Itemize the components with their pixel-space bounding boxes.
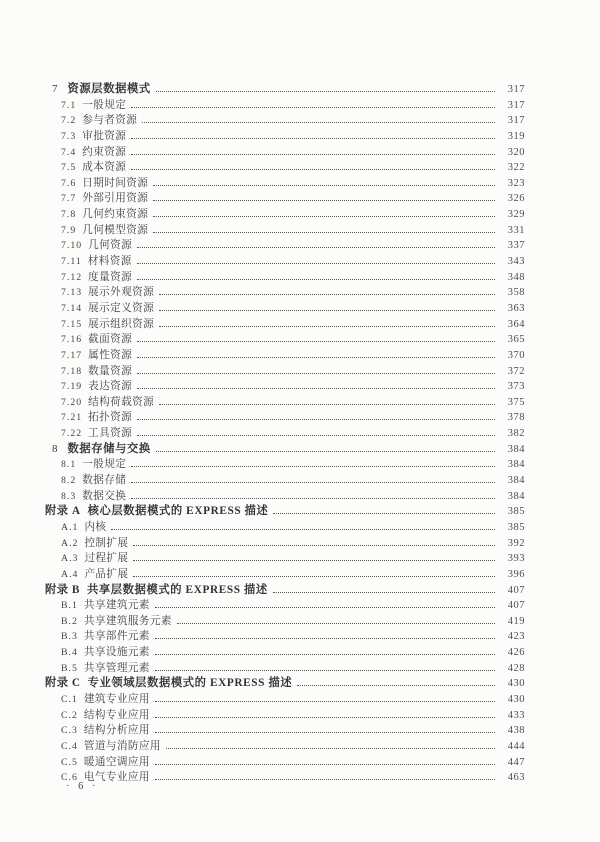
toc-list [0, 82, 525, 786]
toc-entry-page: 364 [507, 318, 525, 330]
toc-entry-title: 几何约束资源 [82, 209, 149, 221]
toc-entry-page: 343 [507, 256, 525, 268]
toc-entry [0, 176, 525, 192]
toc-entry-number: A.4 [61, 568, 79, 580]
toc-entry-number: 7.10 [61, 240, 83, 252]
dot-leader [137, 247, 495, 248]
toc-entry-page: 322 [507, 162, 525, 174]
toc-entry [0, 598, 525, 614]
toc-entry-title: 展示组织资源 [88, 318, 155, 330]
toc-entry-number: 7.19 [61, 381, 83, 393]
toc-entry-page: 384 [507, 443, 525, 455]
toc-entry-page: 382 [507, 428, 525, 440]
toc-entry-title: 专业领域层数据模式的 EXPRESS 描述 [87, 677, 293, 690]
dot-leader [155, 670, 495, 671]
toc-entry-page: 407 [507, 600, 525, 612]
dot-leader [133, 576, 495, 577]
toc-entry-number: 8 [52, 442, 59, 455]
toc-entry-title: 数据存储与交换 [67, 442, 151, 455]
toc-entry [0, 332, 525, 348]
toc-entry-number: 7.17 [61, 349, 83, 361]
toc-entry-title: 共享管理元素 [83, 662, 150, 674]
dot-leader [159, 404, 495, 405]
toc-entry-number: 7.5 [61, 162, 77, 174]
toc-entry-number: 7.9 [61, 224, 77, 236]
toc-entry-number: C.1 [61, 693, 78, 705]
toc-entry-page: 319 [507, 130, 525, 142]
page-number-footer: · 6 · [66, 781, 98, 792]
toc-entry-page: 433 [507, 709, 525, 721]
dot-leader [137, 435, 495, 436]
toc-entry-title: 截面资源 [88, 334, 133, 346]
toc-entry [0, 238, 525, 254]
toc-entry-number: B.4 [61, 647, 78, 659]
toc-entry-title: 资源层数据模式 [67, 83, 151, 95]
toc-entry-title: 拓扑资源 [88, 412, 133, 424]
dot-leader [111, 529, 495, 530]
dot-leader [137, 263, 495, 264]
toc-entry-page: 393 [507, 553, 525, 565]
toc-entry-number: 7.18 [61, 365, 83, 377]
toc-entry-title: 表达资源 [88, 381, 133, 393]
toc-entry-page: 363 [507, 302, 525, 314]
toc-entry [0, 270, 525, 286]
toc-entry-title: 数据交换 [82, 490, 127, 502]
dot-leader [153, 200, 495, 201]
toc-entry-page: 378 [507, 412, 525, 424]
dot-leader [131, 107, 495, 108]
toc-entry [0, 739, 525, 755]
toc-entry-number: 7.6 [61, 177, 77, 189]
toc-entry-page: 384 [507, 490, 525, 502]
toc-entry-number: 7.12 [61, 271, 83, 283]
toc-entry [0, 676, 525, 692]
dot-leader [177, 623, 495, 624]
toc-entry-page: 447 [507, 756, 525, 768]
dot-leader [155, 654, 495, 655]
toc-entry-number: 7.4 [61, 146, 77, 158]
dot-leader [155, 638, 495, 639]
toc-entry-number: 7.3 [61, 130, 77, 142]
toc-entry-title: 数据存储 [82, 475, 127, 487]
toc-entry-page: 384 [507, 475, 525, 487]
toc-entry [0, 489, 525, 505]
toc-entry-number: 7.7 [61, 193, 77, 205]
toc-entry-page: 444 [507, 740, 525, 752]
toc-entry-title: 几何模型资源 [82, 224, 149, 236]
toc-entry [0, 442, 525, 458]
toc-entry-title: 产品扩展 [84, 568, 129, 580]
dot-leader [131, 482, 495, 483]
toc-entry-number: 7.21 [61, 412, 83, 424]
toc-entry-number: 8.1 [61, 459, 77, 471]
dot-leader [137, 373, 495, 374]
toc-entry-title: 共享层数据模式的 EXPRESS 描述 [86, 583, 268, 596]
toc-entry-title: 材料资源 [87, 256, 132, 268]
dot-leader [131, 466, 495, 467]
toc-entry-page: 372 [507, 365, 525, 377]
toc-entry [0, 723, 525, 739]
toc-entry [0, 113, 525, 129]
toc-entry [0, 473, 525, 489]
toc-entry [0, 536, 525, 552]
dot-leader [297, 685, 495, 686]
toc-entry-number: C.5 [61, 756, 78, 768]
dot-leader [131, 154, 495, 155]
toc-entry [0, 348, 525, 364]
toc-entry-number: 8.2 [61, 475, 77, 487]
toc-entry [0, 692, 525, 708]
dot-leader [156, 91, 495, 92]
toc-entry [0, 661, 525, 677]
toc-entry-number: B.5 [61, 662, 78, 674]
toc-entry-title: 过程扩展 [84, 553, 129, 565]
dot-leader [131, 498, 495, 499]
dot-leader [159, 326, 495, 327]
toc-entry [0, 614, 525, 630]
toc-entry-number: 7.8 [61, 209, 77, 221]
dot-leader [155, 732, 495, 733]
toc-entry [0, 457, 525, 473]
toc-entry-number: 附录 A [45, 505, 81, 518]
toc-entry-page: 317 [507, 115, 525, 127]
toc-entry-page: 317 [507, 99, 525, 111]
toc-entry-title: 共享建筑元素 [83, 600, 150, 612]
toc-entry-page: 331 [507, 224, 525, 236]
toc-entry-page: 430 [507, 678, 525, 690]
toc-entry-number: C.6 [61, 772, 78, 784]
toc-entry-title: 工具资源 [88, 428, 133, 440]
toc-entry [0, 98, 525, 114]
toc-entry [0, 520, 525, 536]
toc-entry-title: 展示外观资源 [88, 287, 155, 299]
dot-leader [273, 513, 495, 514]
toc-entry [0, 191, 525, 207]
toc-entry-title: 属性资源 [88, 349, 133, 361]
toc-entry-number: B.1 [61, 600, 78, 612]
toc-entry-title: 内核 [84, 521, 107, 533]
toc-entry-page: 423 [507, 631, 525, 643]
dot-leader [155, 779, 495, 780]
toc-entry-title: 电气专业应用 [83, 772, 150, 784]
dot-leader [133, 560, 495, 561]
toc-entry-number: C.4 [61, 740, 78, 752]
toc-entry-title: 管道与消防应用 [83, 740, 161, 752]
toc-entry-number: A.2 [61, 537, 79, 549]
toc-entry-number: A.3 [61, 553, 79, 565]
toc-entry-number: 附录 C [45, 677, 81, 690]
toc-entry-number: C.3 [61, 725, 78, 737]
toc-entry [0, 426, 525, 442]
toc-entry-title: 暖通空调应用 [83, 756, 150, 768]
toc-entry-number: 7.1 [61, 99, 77, 111]
toc-entry-title: 参与者资源 [82, 115, 138, 127]
toc-entry-page: 384 [507, 459, 525, 471]
toc-entry-page: 385 [507, 506, 525, 518]
toc-entry-title: 审批资源 [82, 130, 127, 142]
toc-entry-page: 396 [507, 568, 525, 580]
toc-entry [0, 504, 525, 520]
toc-entry-number: 7.16 [61, 334, 83, 346]
toc-entry-page: 326 [507, 193, 525, 205]
toc-entry [0, 82, 525, 98]
toc-entry-title: 共享部件元素 [83, 631, 150, 643]
toc-entry-title: 度量资源 [88, 271, 133, 283]
toc-entry [0, 645, 525, 661]
toc-entry-page: 348 [507, 271, 525, 283]
toc-entry-title: 数量资源 [88, 365, 133, 377]
toc-entry [0, 395, 525, 411]
toc-entry [0, 629, 525, 645]
dot-leader [153, 216, 495, 217]
toc-entry-number: 7.22 [61, 428, 83, 440]
toc-entry-title: 一般规定 [82, 99, 127, 111]
toc-entry-page: 329 [507, 209, 525, 221]
dot-leader [137, 357, 495, 358]
toc-entry-title: 结构荷载资源 [88, 396, 155, 408]
toc-entry-number: 7.14 [61, 302, 83, 314]
toc-entry-title: 结构分析应用 [83, 725, 150, 737]
toc-entry-title: 几何资源 [88, 240, 133, 252]
toc-entry-title: 一般规定 [82, 459, 127, 471]
toc-entry-number: C.2 [61, 709, 78, 721]
toc-entry-number: 7.13 [61, 287, 83, 299]
toc-entry-page: 370 [507, 349, 525, 361]
toc-entry-page: 375 [507, 396, 525, 408]
toc-entry-number: 7.11 [61, 256, 82, 268]
toc-entry-number: 7.2 [61, 115, 77, 127]
toc-entry-number: 7.20 [61, 396, 83, 408]
toc-entry [0, 254, 525, 270]
toc-entry-title: 共享建筑服务元素 [83, 615, 172, 627]
toc-entry [0, 145, 525, 161]
dot-leader [137, 279, 495, 280]
dot-leader [155, 717, 495, 718]
dot-leader [153, 185, 495, 186]
dot-leader [137, 419, 495, 420]
dot-leader [137, 341, 495, 342]
toc-entry-page: 337 [507, 240, 525, 252]
toc-entry [0, 285, 525, 301]
toc-entry [0, 223, 525, 239]
toc-entry-page: 430 [507, 693, 525, 705]
dot-leader [131, 169, 495, 170]
dot-leader [133, 545, 495, 546]
toc-entry-title: 共享设施元素 [83, 647, 150, 659]
toc-entry-page: 407 [507, 584, 525, 596]
dot-leader [153, 232, 495, 233]
dot-leader [156, 451, 495, 452]
toc-entry [0, 410, 525, 426]
toc-entry [0, 317, 525, 333]
toc-entry-title: 成本资源 [82, 162, 127, 174]
dot-leader [155, 701, 495, 702]
toc-entry-title: 外部引用资源 [82, 193, 149, 205]
toc-entry [0, 551, 525, 567]
toc-entry-page: 365 [507, 334, 525, 346]
dot-leader [155, 607, 495, 608]
toc-entry-page: 320 [507, 146, 525, 158]
toc-entry-page: 385 [507, 521, 525, 533]
toc-entry-page: 426 [507, 647, 525, 659]
dot-leader [159, 294, 495, 295]
dot-leader [273, 592, 495, 593]
dot-leader [137, 388, 495, 389]
toc-entry-number: 附录 B [45, 583, 80, 596]
toc-entry-page: 358 [507, 287, 525, 299]
dot-leader [142, 122, 495, 123]
toc-entry [0, 364, 525, 380]
toc-entry-title: 建筑专业应用 [83, 693, 150, 705]
toc-entry-page: 463 [507, 772, 525, 784]
toc-entry [0, 708, 525, 724]
toc-entry [0, 207, 525, 223]
toc-entry [0, 160, 525, 176]
toc-entry-number: 7.15 [61, 318, 83, 330]
toc-entry-number: B.2 [61, 615, 78, 627]
toc-entry-page: 373 [507, 381, 525, 393]
toc-entry-page: 438 [507, 725, 525, 737]
toc-entry-title: 日期时间资源 [82, 177, 149, 189]
toc-entry-title: 结构专业应用 [83, 709, 150, 721]
dot-leader [166, 748, 495, 749]
toc-entry-number: 8.3 [61, 490, 77, 502]
toc-entry-number: 7 [52, 83, 59, 95]
toc-entry [0, 755, 525, 771]
toc-entry [0, 301, 525, 317]
toc-entry [0, 129, 525, 145]
toc-entry-page: 428 [507, 662, 525, 674]
toc-entry-page: 392 [507, 537, 525, 549]
dot-leader [155, 764, 495, 765]
toc-entry [0, 379, 525, 395]
dot-leader [131, 138, 495, 139]
toc-entry [0, 567, 525, 583]
toc-entry-title: 约束资源 [82, 146, 127, 158]
toc-entry-title: 控制扩展 [84, 537, 129, 549]
dot-leader [159, 310, 495, 311]
toc-entry-page: 323 [507, 177, 525, 189]
toc-entry-title: 核心层数据模式的 EXPRESS 描述 [87, 505, 269, 518]
toc-entry-number: B.3 [61, 631, 78, 643]
toc-entry [0, 583, 525, 599]
toc-entry-title: 展示定义资源 [88, 302, 155, 314]
toc-entry-page: 419 [507, 615, 525, 627]
toc-entry-page: 317 [507, 84, 525, 95]
toc-entry-number: A.1 [61, 521, 79, 533]
